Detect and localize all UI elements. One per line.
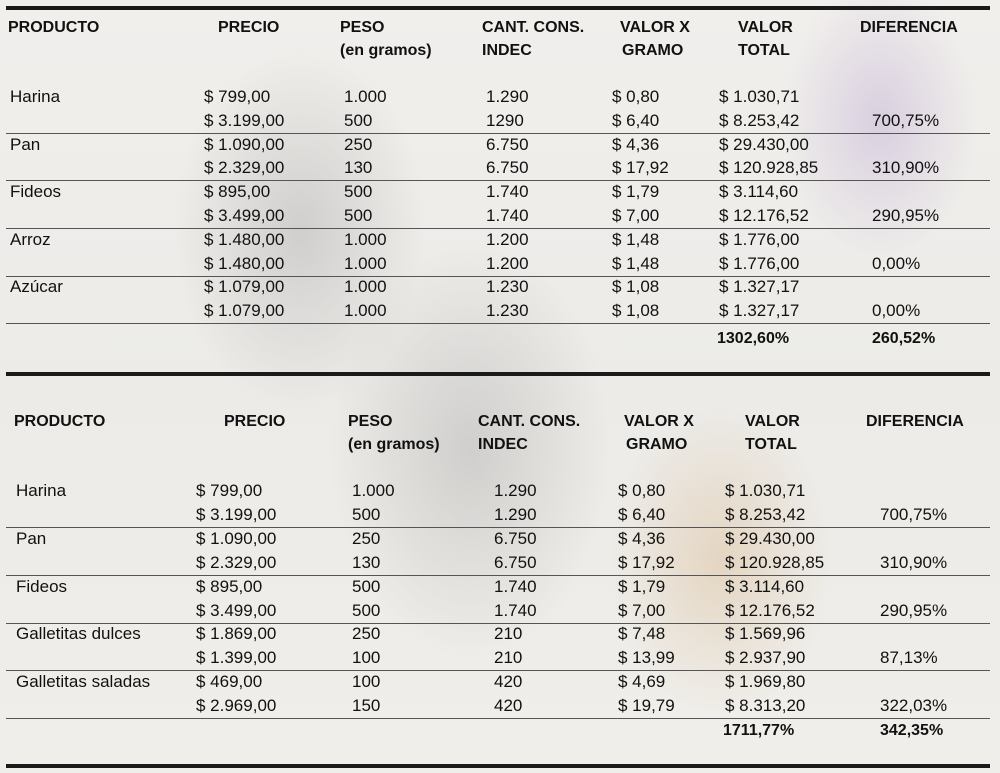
cell-valor-gramo: $ 6,40 bbox=[618, 505, 666, 524]
cell-diferencia: 0,00% bbox=[872, 301, 921, 320]
cell-peso: 500 bbox=[344, 182, 373, 201]
cell-cant: 1290 bbox=[486, 111, 524, 130]
cell-cant: 6.750 bbox=[494, 529, 537, 548]
cell-valor-total: $ 3.114,60 bbox=[725, 577, 805, 596]
cell-precio: $ 1.480,00 bbox=[204, 254, 285, 273]
cell-valor-gramo: $ 13,99 bbox=[618, 648, 675, 667]
cell-peso: 1.000 bbox=[344, 277, 387, 296]
cell-precio: $ 799,00 bbox=[196, 481, 263, 500]
cell-cant: 1.290 bbox=[494, 481, 537, 500]
cell-producto: Fideos bbox=[16, 577, 68, 596]
cell-valor-total: $ 1.776,00 bbox=[719, 230, 800, 249]
cell-precio: $ 1.079,00 bbox=[204, 301, 285, 320]
cell-valor-total: $ 1.030,71 bbox=[725, 481, 806, 500]
middle-rule bbox=[6, 372, 990, 376]
cell-valor-total: $ 12.176,52 bbox=[719, 206, 809, 225]
cell-valor-gramo: $ 0,80 bbox=[612, 87, 660, 106]
cell-peso: 250 bbox=[352, 624, 381, 643]
cell-peso: 1.000 bbox=[344, 301, 387, 320]
cell-cant: 6.750 bbox=[486, 158, 529, 177]
cell-peso: 1.000 bbox=[344, 254, 387, 273]
cell-valor-gramo: $ 1,79 bbox=[618, 577, 666, 596]
cell-valor-gramo: $ 4,36 bbox=[612, 135, 660, 154]
header-indec: INDEC bbox=[482, 42, 532, 59]
cell-precio: $ 2.329,00 bbox=[196, 553, 277, 572]
cell-cant: 420 bbox=[494, 696, 523, 715]
cell-cant: 1.740 bbox=[494, 577, 537, 596]
cell-precio: $ 469,00 bbox=[196, 672, 263, 691]
cell-valor-total: $ 120.928,85 bbox=[725, 553, 825, 572]
cell-producto: Pan bbox=[10, 135, 41, 154]
cell-cant: 1.740 bbox=[494, 601, 537, 620]
cell-diferencia: 290,95% bbox=[872, 206, 940, 225]
cell-peso: 100 bbox=[352, 648, 381, 667]
cell-producto: Fideos bbox=[10, 182, 62, 201]
row-separator bbox=[6, 323, 990, 324]
header-indec: INDEC bbox=[478, 436, 528, 453]
cell-valor-gramo: $ 19,79 bbox=[618, 696, 675, 715]
cell-cant: 1.200 bbox=[486, 230, 529, 249]
header-valor-x: VALOR X bbox=[620, 19, 690, 36]
cell-peso: 500 bbox=[352, 577, 381, 596]
cell-cant: 1.230 bbox=[486, 277, 529, 296]
cell-valor-total: $ 29.430,00 bbox=[719, 135, 809, 154]
cell-precio: $ 1.480,00 bbox=[204, 230, 285, 249]
cell-diferencia: 310,90% bbox=[872, 158, 940, 177]
cell-diferencia: 700,75% bbox=[872, 111, 940, 130]
cell-cant: 1.290 bbox=[486, 87, 529, 106]
total-diferencia: 342,35% bbox=[880, 722, 944, 739]
cell-producto: Harina bbox=[16, 481, 67, 500]
cell-peso: 100 bbox=[352, 672, 381, 691]
cell-valor-total: $ 8.253,42 bbox=[725, 505, 806, 524]
cell-precio: $ 895,00 bbox=[196, 577, 263, 596]
cell-precio: $ 3.199,00 bbox=[204, 111, 285, 130]
cell-peso: 250 bbox=[352, 529, 381, 548]
header-precio: PRECIO bbox=[218, 19, 280, 36]
cell-valor-gramo: $ 1,48 bbox=[612, 230, 660, 249]
cell-cant: 1.290 bbox=[494, 505, 537, 524]
cell-diferencia: 322,03% bbox=[880, 696, 948, 715]
bottom-rule bbox=[6, 764, 990, 768]
cell-producto: Galletitas dulces bbox=[16, 624, 141, 643]
cell-diferencia: 0,00% bbox=[872, 254, 921, 273]
cell-valor-total: $ 1.327,17 bbox=[719, 277, 800, 296]
cell-cant: 420 bbox=[494, 672, 523, 691]
cell-producto: Arroz bbox=[10, 230, 51, 249]
cell-valor-gramo: $ 4,69 bbox=[618, 672, 666, 691]
cell-valor-gramo: $ 1,08 bbox=[612, 301, 660, 320]
header-precio: PRECIO bbox=[224, 413, 286, 430]
cell-peso: 130 bbox=[352, 553, 381, 572]
cell-peso: 150 bbox=[352, 696, 381, 715]
cell-precio: $ 799,00 bbox=[204, 87, 271, 106]
cell-valor-total: $ 12.176,52 bbox=[725, 601, 815, 620]
header-valor-x: VALOR X bbox=[624, 413, 694, 430]
cell-valor-gramo: $ 7,00 bbox=[612, 206, 660, 225]
header-valor: VALOR bbox=[745, 413, 800, 430]
cell-peso: 500 bbox=[344, 111, 373, 130]
cell-peso: 1.000 bbox=[344, 87, 387, 106]
cell-diferencia: 87,13% bbox=[880, 648, 938, 667]
header-producto: PRODUCTO bbox=[14, 413, 106, 430]
cell-peso: 500 bbox=[352, 505, 381, 524]
header-cant-cons: CANT. CONS. bbox=[478, 413, 581, 430]
cell-cant: 210 bbox=[494, 648, 523, 667]
cell-valor-gramo: $ 1,48 bbox=[612, 254, 660, 273]
cell-precio: $ 2.969,00 bbox=[196, 696, 277, 715]
total-valor: 1711,77% bbox=[723, 722, 795, 739]
header-peso: PESO bbox=[348, 413, 393, 430]
cell-precio: $ 1.399,00 bbox=[196, 648, 277, 667]
cell-valor-total: $ 8.313,20 bbox=[725, 696, 806, 715]
cell-precio: $ 1.090,00 bbox=[204, 135, 285, 154]
cell-peso: 1.000 bbox=[344, 230, 387, 249]
header-total: TOTAL bbox=[738, 42, 790, 59]
cell-valor-total: $ 3.114,60 bbox=[719, 182, 799, 201]
header-peso: PESO bbox=[340, 19, 385, 36]
cell-producto: Azúcar bbox=[10, 277, 63, 296]
header-peso-unit: (en gramos) bbox=[348, 436, 440, 453]
cell-diferencia: 310,90% bbox=[880, 553, 948, 572]
cell-peso: 500 bbox=[344, 206, 373, 225]
cell-valor-gramo: $ 17,92 bbox=[618, 553, 675, 572]
cell-precio: $ 895,00 bbox=[204, 182, 271, 201]
cell-valor-total: $ 120.928,85 bbox=[719, 158, 819, 177]
cell-valor-gramo: $ 17,92 bbox=[612, 158, 669, 177]
cell-valor-gramo: $ 6,40 bbox=[612, 111, 660, 130]
top-rule bbox=[6, 6, 990, 10]
cell-peso: 250 bbox=[344, 135, 373, 154]
cell-valor-gramo: $ 7,48 bbox=[618, 624, 666, 643]
cell-producto: Harina bbox=[10, 87, 61, 106]
cell-precio: $ 1.869,00 bbox=[196, 624, 277, 643]
cell-cant: 1.230 bbox=[486, 301, 529, 320]
header-cant-cons: CANT. CONS. bbox=[482, 19, 585, 36]
total-diferencia: 260,52% bbox=[872, 330, 936, 347]
cell-valor-gramo: $ 0,80 bbox=[618, 481, 666, 500]
cell-peso: 1.000 bbox=[352, 481, 395, 500]
cell-precio: $ 1.079,00 bbox=[204, 277, 285, 296]
cell-valor-gramo: $ 1,79 bbox=[612, 182, 660, 201]
cell-precio: $ 1.090,00 bbox=[196, 529, 277, 548]
header-gramo: GRAMO bbox=[622, 42, 684, 59]
cell-cant: 210 bbox=[494, 624, 523, 643]
header-total: TOTAL bbox=[745, 436, 797, 453]
cell-cant: 1.740 bbox=[486, 182, 529, 201]
cell-precio: $ 3.499,00 bbox=[196, 601, 277, 620]
cell-cant: 1.200 bbox=[486, 254, 529, 273]
cell-precio: $ 3.499,00 bbox=[204, 206, 285, 225]
cell-diferencia: 290,95% bbox=[880, 601, 948, 620]
cell-valor-gramo: $ 7,00 bbox=[618, 601, 666, 620]
header-valor: VALOR bbox=[738, 19, 793, 36]
header-peso-unit: (en gramos) bbox=[340, 42, 432, 59]
cell-valor-total: $ 1.776,00 bbox=[719, 254, 800, 273]
cell-diferencia: 700,75% bbox=[880, 505, 948, 524]
header-diferencia: DIFERENCIA bbox=[866, 413, 964, 430]
header-diferencia: DIFERENCIA bbox=[860, 19, 958, 36]
cell-valor-total: $ 8.253,42 bbox=[719, 111, 800, 130]
cell-cant: 1.740 bbox=[486, 206, 529, 225]
cell-valor-total: $ 2.937,90 bbox=[725, 648, 806, 667]
cell-cant: 6.750 bbox=[494, 553, 537, 572]
cell-valor-total: $ 1.969,80 bbox=[725, 672, 806, 691]
row-separator bbox=[6, 718, 990, 719]
cell-valor-total: $ 29.430,00 bbox=[725, 529, 815, 548]
cell-precio: $ 3.199,00 bbox=[196, 505, 277, 524]
cell-peso: 500 bbox=[352, 601, 381, 620]
cell-cant: 6.750 bbox=[486, 135, 529, 154]
cell-valor-gramo: $ 4,36 bbox=[618, 529, 666, 548]
cell-peso: 130 bbox=[344, 158, 373, 177]
total-valor: 1302,60% bbox=[717, 330, 790, 347]
cell-valor-total: $ 1.569,96 bbox=[725, 624, 806, 643]
cell-valor-gramo: $ 1,08 bbox=[612, 277, 660, 296]
cell-producto: Galletitas saladas bbox=[16, 672, 151, 691]
cell-producto: Pan bbox=[16, 529, 47, 548]
header-producto: PRODUCTO bbox=[8, 19, 100, 36]
cell-valor-total: $ 1.030,71 bbox=[719, 87, 800, 106]
cell-valor-total: $ 1.327,17 bbox=[719, 301, 800, 320]
header-gramo: GRAMO bbox=[626, 436, 688, 453]
cell-precio: $ 2.329,00 bbox=[204, 158, 285, 177]
